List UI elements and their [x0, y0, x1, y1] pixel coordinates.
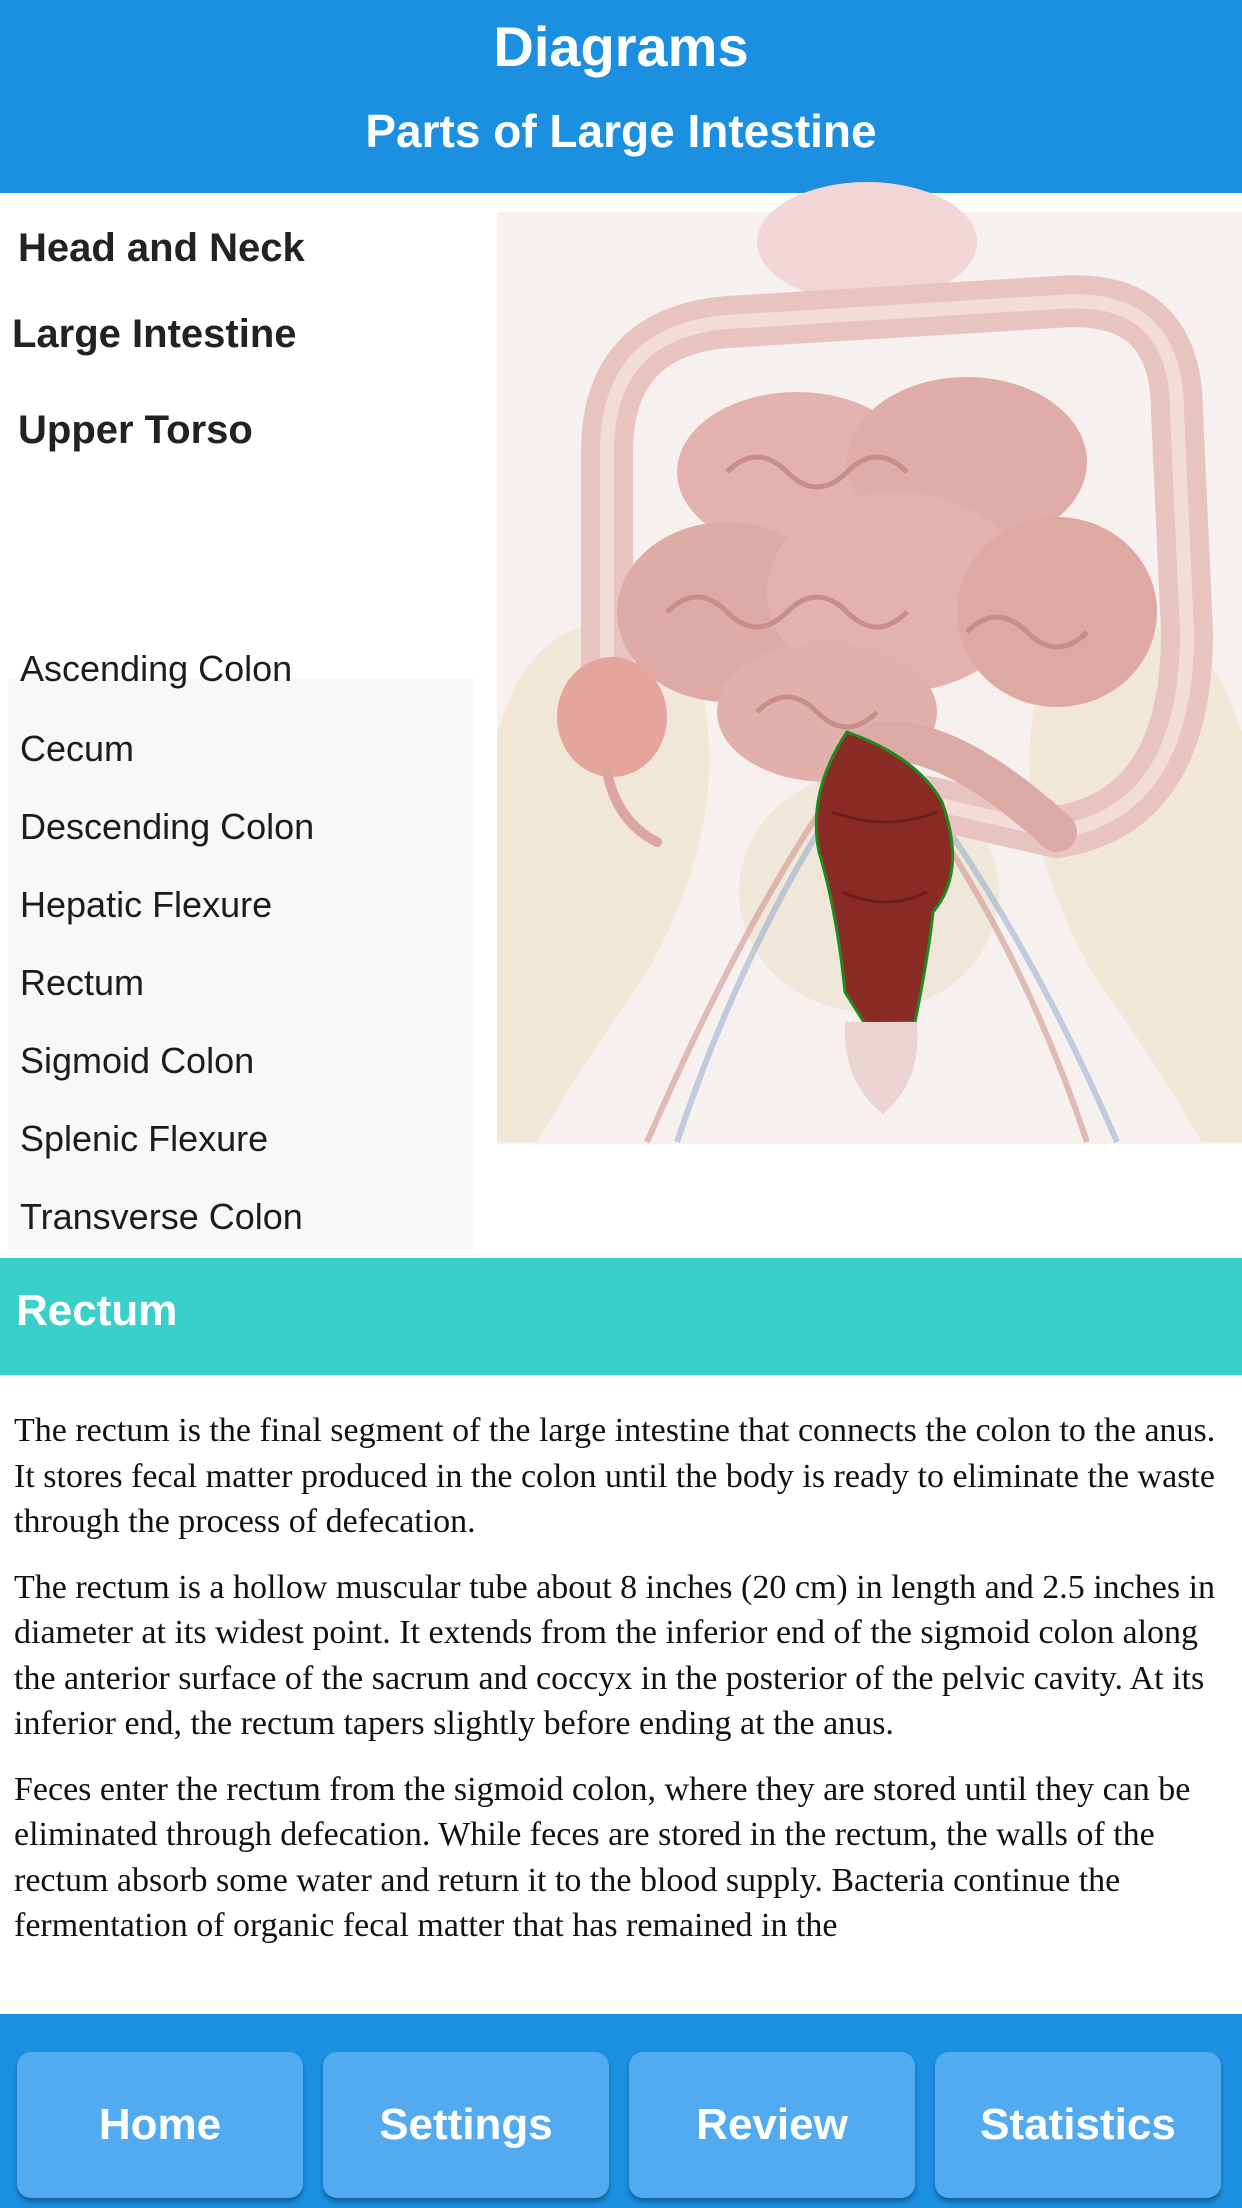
description-paragraph: The rectum is the final segment of the large intestine that connects the colon to the anus. It stores fecal matter produced in the colon until the body is ready to eliminate the waste through the process of defecation. — [14, 1412, 1216, 1540]
anatomy-illustration — [497, 212, 1242, 1144]
category-item-head-and-neck[interactable]: Head and Neck — [18, 226, 305, 270]
settings-button[interactable]: Settings — [323, 2052, 609, 2198]
part-item-ascending-colon[interactable]: Ascending Colon — [20, 648, 293, 689]
review-button[interactable]: Review — [629, 2052, 915, 2198]
category-list — [0, 193, 495, 673]
part-item-rectum[interactable]: Rectum — [20, 962, 145, 1003]
section-title: Rectum — [16, 1286, 178, 1335]
part-item-descending-colon[interactable]: Descending Colon — [20, 806, 315, 847]
part-item-sigmoid-colon[interactable]: Sigmoid Colon — [20, 1040, 255, 1081]
bottom-tab-bar — [0, 2014, 1242, 2208]
section-header — [0, 1258, 1242, 1375]
home-button[interactable]: Home — [17, 2052, 303, 2198]
part-list[interactable] — [8, 648, 474, 1250]
page-subtitle: Parts of Large Intestine — [365, 105, 877, 157]
description-text[interactable] — [14, 1408, 1226, 1998]
description-paragraph: Feces enter the rectum from the sigmoid colon, where they are stored until they can be eliminated through defecation. While feces are stored in the rectum, the walls of the rectum absorb some water and return it to the blood supply. Bacteria continue the fermentation of organic fecal matter that has remained in the — [14, 1770, 1191, 1944]
category-item-large-intestine[interactable]: Large Intestine — [12, 312, 297, 356]
header-bar — [0, 0, 1242, 193]
part-item-splenic-flexure[interactable]: Splenic Flexure — [20, 1118, 269, 1159]
part-item-hepatic-flexure[interactable]: Hepatic Flexure — [20, 884, 273, 925]
page-title: Diagrams — [493, 15, 749, 78]
description-paragraph: The rectum is a hollow muscular tube about 8 inches (20 cm) in length and 2.5 inches in diameter at its widest point. It extends from the inferior end of the sigmoid colon along the anterior surface of the sacrum and coccyx in the posterior of the pelvic cavity. At its inferior end, the rectum tapers slightly before ending at the anus. — [14, 1568, 1216, 1742]
anatomy-diagram — [497, 212, 1242, 1144]
statistics-button[interactable]: Statistics — [935, 2052, 1221, 2198]
category-item-upper-torso[interactable]: Upper Torso — [18, 408, 253, 452]
part-item-cecum[interactable]: Cecum — [20, 728, 135, 769]
part-item-transverse-colon[interactable]: Transverse Colon — [20, 1196, 303, 1237]
